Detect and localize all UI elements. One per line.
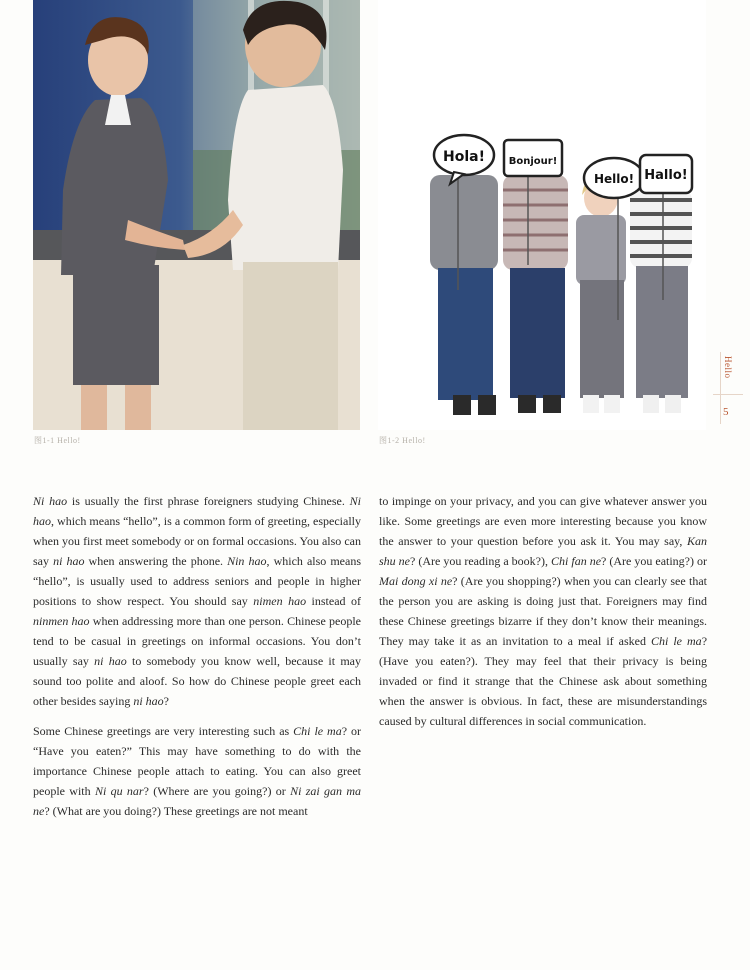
caption-photo-right: 图1-2 Hello! <box>379 436 426 445</box>
photo-greetings <box>378 0 706 430</box>
page-number: 5 <box>723 406 729 418</box>
photo-handshake <box>33 0 360 430</box>
text-column-right <box>379 491 707 741</box>
svg-text:Hola!: Hola! <box>443 149 485 165</box>
greetings-illustration <box>378 0 706 430</box>
side-tab <box>720 352 735 424</box>
paragraph-1: Ni hao is usually the first phrase foreigners studying Chinese. Ni hao, which means “hello”, is a common form of greeting, especially when you first meet somebody or on formal occasions. You also can say ni hao when answering the phone. Nin hao, which also means “hello”, is usually used to address seniors and people in higher positions to show respect. You should say nimen hao instead of ninmen hao when addressing more than one person. Chinese people tend to be casual in greetings on informal occasions. You don’t usually say ni hao to somebody you know well, because it may sound too polite and aloof. So how do Chinese people greet each other besides saying ni hao? <box>33 494 362 708</box>
speech-bubble-hello <box>584 158 644 198</box>
handshake-illustration <box>33 0 360 430</box>
svg-text:Hello!: Hello! <box>593 172 635 186</box>
speech-bubble-bonjour <box>504 140 562 176</box>
svg-text:Bonjour!: Bonjour! <box>508 156 558 167</box>
speech-bubble-hallo <box>640 155 692 193</box>
caption-photo-left: 图1-1 Hello! <box>34 436 81 445</box>
side-divider <box>713 394 743 395</box>
paragraph-2-continued: to impinge on your privacy, and you can give whatever answer you like. Some greetings are even more interesting because you know the answer to your question before you ask it. You may say, Kan shu ne? (Are you reading a book?), Chi fan ne? (Are you eating?) or Mai dong xi ne? (Are you shopping?) when you can clearly see that the person you are asking is doing just that. Foreigners may find these Chinese greetings bizarre if they don’t know their meanings. They may take it as an invitation to a meal if asked Chi le ma? (Have you eaten?). They may feel that their privacy is being invaded or find it strange that the Chinese ask about something when the answer is obvious. In fact, these are misunderstandings caused by cultural differences in social communication. <box>379 494 708 728</box>
svg-text:Hallo!: Hallo! <box>644 168 688 183</box>
text-column-left <box>33 491 361 831</box>
chapter-title: Hello <box>723 356 733 379</box>
paragraph-2-start: Some Chinese greetings are very interesting such as Chi le ma? or “Have you eaten?” This may have something to do with the importance Chinese people attach to eating. You can also greet people with Ni qu nar? (Where are you going?) or Ni zai gan ma ne? (What are you doing?) These greetings are not meant <box>33 724 362 818</box>
